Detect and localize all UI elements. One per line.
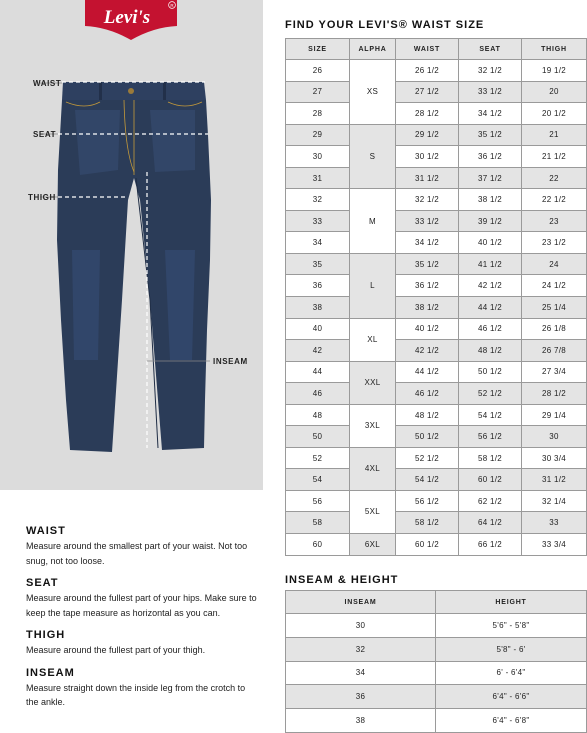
header-cell: SEAT bbox=[459, 39, 522, 60]
header-cell: WAIST bbox=[396, 39, 459, 60]
waist-cell: 29 1/2 bbox=[396, 124, 459, 146]
size-cell: 30 bbox=[286, 146, 350, 168]
thigh-cell: 29 1/4 bbox=[522, 404, 587, 426]
table-row bbox=[286, 81, 587, 103]
table-row bbox=[286, 614, 587, 638]
waist-label: WAIST bbox=[33, 79, 62, 88]
inseam-cell: 38 bbox=[286, 709, 436, 733]
instruction-text: Measure around the smallest part of your waist. Not too snug, not too loose. bbox=[26, 541, 248, 566]
size-cell: 32 bbox=[286, 189, 350, 211]
waist-cell: 54 1/2 bbox=[396, 469, 459, 491]
size-cell: 60 bbox=[286, 534, 350, 556]
height-cell: 6' - 6'4" bbox=[436, 661, 587, 685]
fit-diagram-panel bbox=[0, 0, 263, 490]
table-header-row bbox=[286, 39, 587, 60]
instruction-title: WAIST bbox=[26, 525, 66, 537]
table-row bbox=[286, 512, 587, 534]
table-row bbox=[286, 167, 587, 189]
table-row bbox=[286, 253, 587, 275]
seat-cell: 56 1/2 bbox=[459, 426, 522, 448]
inseam-height-table bbox=[285, 590, 587, 733]
table-row bbox=[286, 297, 587, 319]
thigh-cell: 30 bbox=[522, 426, 587, 448]
thigh-cell: 24 bbox=[522, 253, 587, 275]
header-cell: SIZE bbox=[286, 39, 350, 60]
size-cell: 27 bbox=[286, 81, 350, 103]
thigh-cell: 30 3/4 bbox=[522, 447, 587, 469]
table-row bbox=[286, 469, 587, 491]
instruction-waist bbox=[26, 525, 258, 568]
inseam-cell: 30 bbox=[286, 614, 436, 638]
size-cell: 44 bbox=[286, 361, 350, 383]
seat-cell: 38 1/2 bbox=[459, 189, 522, 211]
thigh-cell: 32 1/4 bbox=[522, 490, 587, 512]
thigh-cell: 27 3/4 bbox=[522, 361, 587, 383]
size-cell: 34 bbox=[286, 232, 350, 254]
waist-chart-title: FIND YOUR LEVI'S® WAIST SIZE bbox=[285, 19, 485, 31]
seat-cell: 42 1/2 bbox=[459, 275, 522, 297]
thigh-cell: 26 1/8 bbox=[522, 318, 587, 340]
table-row bbox=[286, 404, 587, 426]
height-cell: 5'6" - 5'8" bbox=[436, 614, 587, 638]
waist-cell: 56 1/2 bbox=[396, 490, 459, 512]
thigh-cell: 23 bbox=[522, 210, 587, 232]
waist-cell: 33 1/2 bbox=[396, 210, 459, 232]
seat-cell: 37 1/2 bbox=[459, 167, 522, 189]
inseam-cell: 34 bbox=[286, 661, 436, 685]
seat-cell: 36 1/2 bbox=[459, 146, 522, 168]
seat-cell: 32 1/2 bbox=[459, 60, 522, 82]
table-header-row bbox=[286, 591, 587, 614]
thigh-cell: 28 1/2 bbox=[522, 383, 587, 405]
size-cell: 35 bbox=[286, 253, 350, 275]
table-row bbox=[286, 60, 587, 82]
thigh-cell: 24 1/2 bbox=[522, 275, 587, 297]
seat-cell: 33 1/2 bbox=[459, 81, 522, 103]
table-row bbox=[286, 275, 587, 297]
table-row bbox=[286, 447, 587, 469]
table-row bbox=[286, 103, 587, 125]
table-row bbox=[286, 637, 587, 661]
thigh-cell: 21 bbox=[522, 124, 587, 146]
size-cell: 33 bbox=[286, 210, 350, 232]
waist-cell: 46 1/2 bbox=[396, 383, 459, 405]
header-cell: ALPHA bbox=[350, 39, 396, 60]
table-row bbox=[286, 340, 587, 362]
table-row bbox=[286, 124, 587, 146]
inseam-cell: 32 bbox=[286, 637, 436, 661]
svg-text:R: R bbox=[170, 3, 174, 8]
instruction-title: INSEAM bbox=[26, 666, 75, 679]
instruction-text: Measure straight down the inside leg from the crotch to the ankle. bbox=[26, 682, 246, 707]
waist-cell: 32 1/2 bbox=[396, 189, 459, 211]
thigh-cell: 22 1/2 bbox=[522, 189, 587, 211]
waist-cell: 28 1/2 bbox=[396, 103, 459, 125]
seat-cell: 39 1/2 bbox=[459, 210, 522, 232]
table-row bbox=[286, 534, 587, 556]
size-cell: 40 bbox=[286, 318, 350, 340]
waist-cell: 26 1/2 bbox=[396, 60, 459, 82]
thigh-cell: 25 1/4 bbox=[522, 297, 587, 319]
waist-cell: 40 1/2 bbox=[396, 318, 459, 340]
table-row bbox=[286, 709, 587, 733]
size-cell: 52 bbox=[286, 447, 350, 469]
seat-cell: 35 1/2 bbox=[459, 124, 522, 146]
waist-size-table bbox=[285, 38, 587, 556]
table-row bbox=[286, 146, 587, 168]
seat-cell: 66 1/2 bbox=[459, 534, 522, 556]
table-row bbox=[286, 189, 587, 211]
size-cell: 54 bbox=[286, 469, 350, 491]
waist-cell: 30 1/2 bbox=[396, 146, 459, 168]
alpha-cell: XS bbox=[350, 60, 396, 125]
seat-cell: 34 1/2 bbox=[459, 103, 522, 125]
header-cell: HEIGHT bbox=[436, 591, 587, 614]
size-cell: 50 bbox=[286, 426, 350, 448]
waist-cell: 44 1/2 bbox=[396, 361, 459, 383]
size-cell: 29 bbox=[286, 124, 350, 146]
alpha-cell: 4XL bbox=[350, 447, 396, 490]
table-row bbox=[286, 426, 587, 448]
size-cell: 42 bbox=[286, 340, 350, 362]
size-cell: 31 bbox=[286, 167, 350, 189]
instruction-thigh bbox=[26, 629, 258, 658]
waist-cell: 60 1/2 bbox=[396, 534, 459, 556]
waist-cell: 38 1/2 bbox=[396, 297, 459, 319]
alpha-cell: M bbox=[350, 189, 396, 254]
waist-cell: 48 1/2 bbox=[396, 404, 459, 426]
instruction-seat bbox=[26, 577, 258, 620]
instruction-text: Measure around the fullest part of your hips. Make sure to keep the tape measure as horizontal as you can. bbox=[26, 593, 257, 618]
seat-cell: 60 1/2 bbox=[459, 469, 522, 491]
thigh-cell: 26 7/8 bbox=[522, 340, 587, 362]
size-cell: 38 bbox=[286, 297, 350, 319]
header-cell: INSEAM bbox=[286, 591, 436, 614]
waist-cell: 42 1/2 bbox=[396, 340, 459, 362]
alpha-cell: 3XL bbox=[350, 404, 396, 447]
size-cell: 58 bbox=[286, 512, 350, 534]
waist-cell: 58 1/2 bbox=[396, 512, 459, 534]
alpha-cell: 5XL bbox=[350, 490, 396, 533]
table-row bbox=[286, 318, 587, 340]
size-cell: 28 bbox=[286, 103, 350, 125]
inseam-cell: 36 bbox=[286, 685, 436, 709]
waist-cell: 34 1/2 bbox=[396, 232, 459, 254]
inseam-chart-title: INSEAM & HEIGHT bbox=[285, 574, 399, 586]
height-cell: 5'8" - 6' bbox=[436, 637, 587, 661]
instruction-inseam bbox=[26, 667, 258, 710]
thigh-cell: 33 3/4 bbox=[522, 534, 587, 556]
alpha-cell: XXL bbox=[350, 361, 396, 404]
height-cell: 6'4" - 6'8" bbox=[436, 709, 587, 733]
seat-cell: 52 1/2 bbox=[459, 383, 522, 405]
alpha-cell: S bbox=[350, 124, 396, 189]
size-cell: 56 bbox=[286, 490, 350, 512]
seat-cell: 40 1/2 bbox=[459, 232, 522, 254]
seat-cell: 44 1/2 bbox=[459, 297, 522, 319]
seat-cell: 48 1/2 bbox=[459, 340, 522, 362]
waist-cell: 50 1/2 bbox=[396, 426, 459, 448]
table-row bbox=[286, 232, 587, 254]
table-row bbox=[286, 490, 587, 512]
instruction-text: Measure around the fullest part of your thigh. bbox=[26, 645, 206, 655]
alpha-cell: 6XL bbox=[350, 534, 396, 556]
table-row bbox=[286, 361, 587, 383]
height-cell: 6'4" - 6'6" bbox=[436, 685, 587, 709]
size-cell: 48 bbox=[286, 404, 350, 426]
size-cell: 46 bbox=[286, 383, 350, 405]
thigh-label: THIGH bbox=[28, 193, 56, 202]
table-row bbox=[286, 383, 587, 405]
waist-cell: 27 1/2 bbox=[396, 81, 459, 103]
jeans-illustration bbox=[0, 0, 263, 490]
waist-cell: 31 1/2 bbox=[396, 167, 459, 189]
instruction-title: THIGH bbox=[26, 629, 66, 641]
table-row bbox=[286, 661, 587, 685]
thigh-cell: 33 bbox=[522, 512, 587, 534]
instruction-title: SEAT bbox=[26, 577, 59, 589]
waist-cell: 35 1/2 bbox=[396, 253, 459, 275]
seat-cell: 46 1/2 bbox=[459, 318, 522, 340]
waist-cell: 52 1/2 bbox=[396, 447, 459, 469]
seat-cell: 62 1/2 bbox=[459, 490, 522, 512]
waist-cell: 36 1/2 bbox=[396, 275, 459, 297]
size-cell: 36 bbox=[286, 275, 350, 297]
table-row bbox=[286, 210, 587, 232]
seat-cell: 50 1/2 bbox=[459, 361, 522, 383]
thigh-cell: 20 bbox=[522, 81, 587, 103]
alpha-cell: XL bbox=[350, 318, 396, 361]
seat-cell: 41 1/2 bbox=[459, 253, 522, 275]
inseam-label: INSEAM bbox=[213, 357, 248, 366]
thigh-cell: 21 1/2 bbox=[522, 146, 587, 168]
thigh-cell: 23 1/2 bbox=[522, 232, 587, 254]
thigh-cell: 20 1/2 bbox=[522, 103, 587, 125]
thigh-cell: 22 bbox=[522, 167, 587, 189]
header-cell: THIGH bbox=[522, 39, 587, 60]
thigh-cell: 31 1/2 bbox=[522, 469, 587, 491]
thigh-cell: 19 1/2 bbox=[522, 60, 587, 82]
svg-text:Levi's: Levi's bbox=[103, 7, 151, 28]
table-row bbox=[286, 685, 587, 709]
seat-cell: 54 1/2 bbox=[459, 404, 522, 426]
seat-cell: 58 1/2 bbox=[459, 447, 522, 469]
measurement-instructions bbox=[26, 525, 258, 719]
seat-label: SEAT bbox=[33, 130, 57, 139]
size-cell: 26 bbox=[286, 60, 350, 82]
alpha-cell: L bbox=[350, 253, 396, 318]
seat-cell: 64 1/2 bbox=[459, 512, 522, 534]
